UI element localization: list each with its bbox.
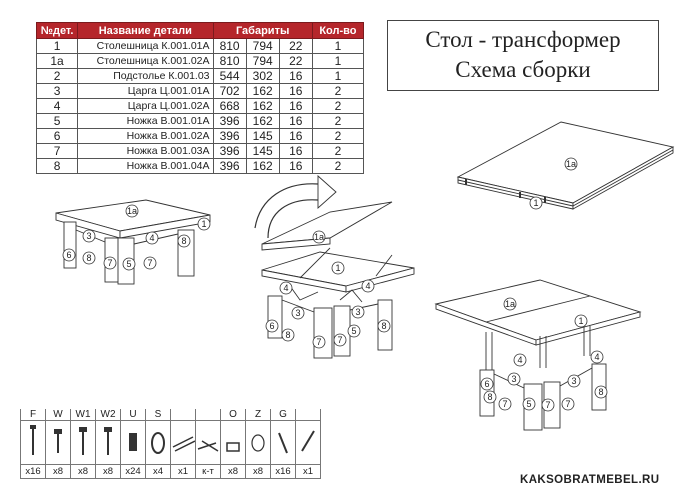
part-cell-qty: 2	[312, 129, 363, 144]
callout-four	[514, 354, 526, 366]
hardware-icon	[21, 421, 46, 465]
part-cell-d3: 16	[279, 69, 312, 84]
callout-seven	[144, 257, 156, 269]
callout-label: 8	[487, 392, 493, 402]
hardware-qty: x8	[71, 465, 96, 479]
callout-eight	[484, 391, 496, 403]
hardware-qty: x16	[21, 465, 46, 479]
hardware-code: W	[46, 409, 71, 421]
part-cell-name: Столешница К.001.02А	[78, 54, 213, 69]
part-cell-d1: 544	[213, 69, 246, 84]
callout-eight	[282, 329, 294, 341]
callout-one	[530, 197, 542, 209]
hardware-icon	[146, 421, 171, 465]
callout-eight	[378, 320, 390, 332]
callout-label: 8	[598, 387, 604, 397]
hardware-qty: x8	[246, 465, 271, 479]
callout-label: 4	[594, 352, 600, 362]
callout-top_plate	[126, 205, 138, 217]
part-cell-d2: 302	[246, 69, 279, 84]
hardware-icon	[221, 421, 246, 465]
callout-label: 4	[365, 281, 371, 291]
callout-label: 7	[337, 335, 343, 345]
part-cell-num: 3	[37, 84, 78, 99]
callout-one	[198, 218, 210, 230]
callout-three	[352, 306, 364, 318]
callout-three	[292, 307, 304, 319]
hardware-code	[171, 409, 196, 421]
callout-label: 3	[295, 308, 301, 318]
part-cell-qty: 1	[312, 39, 363, 54]
callout-label: 7	[502, 399, 508, 409]
callout-seven	[313, 336, 325, 348]
part-cell-d1: 396	[213, 129, 246, 144]
col-header-name: Название детали	[78, 23, 213, 39]
callout-four	[591, 351, 603, 363]
hardware-icon	[121, 421, 146, 465]
part-cell-name: Столешница К.001.01А	[78, 39, 213, 54]
hardware-qty: x8	[46, 465, 71, 479]
part-cell-name: Ножка В.001.04А	[78, 159, 213, 174]
callout-label: 5	[126, 259, 132, 269]
part-cell-qty: 2	[312, 84, 363, 99]
callout-label: 4	[149, 233, 155, 243]
drawing-table-unfolded	[436, 280, 640, 430]
callout-label: 1а	[126, 206, 138, 216]
part-cell-num: 4	[37, 99, 78, 114]
callout-six	[481, 378, 493, 390]
callout-top_plate	[504, 298, 516, 310]
callout-label: 8	[381, 321, 387, 331]
hardware-table	[20, 409, 321, 479]
part-cell-d3: 16	[279, 114, 312, 129]
callout-seven	[334, 334, 346, 346]
part-cell-qty: 2	[312, 159, 363, 174]
callout-three	[568, 375, 580, 387]
callout-one	[575, 315, 587, 327]
part-cell-qty: 1	[312, 54, 363, 69]
part-cell-num: 7	[37, 144, 78, 159]
part-cell-name: Ножка В.001.03А	[78, 144, 213, 159]
callout-one	[332, 262, 344, 274]
hardware-code	[296, 409, 321, 421]
hardware-qty: x4	[146, 465, 171, 479]
hardware-code: F	[21, 409, 46, 421]
hardware-icon	[246, 421, 271, 465]
hardware-code: O	[221, 409, 246, 421]
callout-label: 6	[484, 379, 490, 389]
callout-label: 3	[355, 307, 361, 317]
callout-label: 7	[107, 258, 113, 268]
callout-five	[123, 258, 135, 270]
callout-label: 1а	[504, 299, 516, 309]
part-cell-name: Царга Ц.001.02А	[78, 99, 213, 114]
hardware-icon	[46, 421, 71, 465]
callout-label: 1	[578, 316, 584, 326]
part-cell-d2: 162	[246, 114, 279, 129]
hardware-qty: x24	[121, 465, 146, 479]
callout-eight	[83, 252, 95, 264]
part-cell-d3: 16	[279, 144, 312, 159]
part-cell-d1: 810	[213, 54, 246, 69]
callout-four	[146, 232, 158, 244]
callout-label: 1	[201, 219, 207, 229]
callout-seven	[562, 398, 574, 410]
callout-top_plate	[565, 158, 577, 170]
hardware-qty: x16	[271, 465, 296, 479]
hardware-qty: x1	[171, 465, 196, 479]
callout-seven	[104, 257, 116, 269]
part-cell-name: Ножка В.001.02А	[78, 129, 213, 144]
part-cell-d3: 22	[279, 39, 312, 54]
hardware-icon	[271, 421, 296, 465]
callout-label: 6	[66, 250, 72, 260]
part-cell-d1: 396	[213, 114, 246, 129]
part-cell-num: 1	[37, 39, 78, 54]
hardware-icon	[196, 421, 221, 465]
part-cell-d2: 162	[246, 159, 279, 174]
part-cell-d1: 396	[213, 159, 246, 174]
callout-eight	[178, 235, 190, 247]
hardware-icon	[96, 421, 121, 465]
col-header-qty: Кол-во	[312, 23, 363, 39]
hardware-code: W1	[71, 409, 96, 421]
callout-four	[362, 280, 374, 292]
hardware-code: G	[271, 409, 296, 421]
callout-label: 5	[351, 326, 357, 336]
callout-label: 4	[517, 355, 523, 365]
hardware-icon	[71, 421, 96, 465]
part-cell-d1: 702	[213, 84, 246, 99]
callout-label: 8	[86, 253, 92, 263]
part-cell-d1: 396	[213, 144, 246, 159]
part-cell-qty: 2	[312, 99, 363, 114]
callout-top_plate	[313, 231, 325, 243]
callout-label: 7	[565, 399, 571, 409]
callout-label: 3	[86, 231, 92, 241]
part-cell-d3: 16	[279, 84, 312, 99]
part-cell-qty: 2	[312, 144, 363, 159]
callout-four	[280, 282, 292, 294]
part-cell-qty: 2	[312, 114, 363, 129]
callout-label: 7	[545, 400, 551, 410]
callout-label: 8	[181, 236, 187, 246]
hardware-code: W2	[96, 409, 121, 421]
part-cell-name: Подстолье К.001.03	[78, 69, 213, 84]
callout-label: 8	[285, 330, 291, 340]
callout-label: 1а	[313, 232, 325, 242]
part-cell-name: Ножка В.001.01А	[78, 114, 213, 129]
hardware-code: Z	[246, 409, 271, 421]
hardware-qty: x1	[296, 465, 321, 479]
part-cell-num: 6	[37, 129, 78, 144]
callout-seven	[542, 399, 554, 411]
callout-seven	[499, 398, 511, 410]
part-cell-d1: 668	[213, 99, 246, 114]
hardware-code: U	[121, 409, 146, 421]
part-cell-d2: 162	[246, 84, 279, 99]
hardware-code	[196, 409, 221, 421]
part-cell-d3: 16	[279, 99, 312, 114]
title-line-1: Стол - трансформер	[425, 27, 621, 52]
part-cell-d2: 794	[246, 39, 279, 54]
hardware-code: S	[146, 409, 171, 421]
callout-label: 7	[147, 258, 153, 268]
hardware-icon	[171, 421, 196, 465]
part-cell-d1: 810	[213, 39, 246, 54]
callout-three	[508, 373, 520, 385]
hardware-qty: x8	[221, 465, 246, 479]
callout-six	[63, 249, 75, 261]
callout-label: 4	[283, 283, 289, 293]
part-cell-name: Царга Ц.001.01А	[78, 84, 213, 99]
callout-label: 1	[533, 198, 539, 208]
callout-label: 3	[571, 376, 577, 386]
part-cell-d2: 162	[246, 99, 279, 114]
part-cell-d3: 16	[279, 129, 312, 144]
col-header-num: №дет.	[37, 23, 78, 39]
part-cell-d3: 16	[279, 159, 312, 174]
callout-label: 5	[526, 399, 532, 409]
callout-label: 1	[335, 263, 341, 273]
part-cell-qty: 1	[312, 69, 363, 84]
callout-eight	[595, 386, 607, 398]
part-cell-num: 2	[37, 69, 78, 84]
part-cell-d2: 145	[246, 144, 279, 159]
callout-six	[266, 320, 278, 332]
part-cell-d2: 145	[246, 129, 279, 144]
hardware-qty: к-т	[196, 465, 221, 479]
callout-label: 1а	[565, 159, 577, 169]
callout-five	[523, 398, 535, 410]
hardware-qty: x8	[96, 465, 121, 479]
part-cell-d3: 22	[279, 54, 312, 69]
part-cell-num: 5	[37, 114, 78, 129]
title-line-2: Схема сборки	[455, 57, 591, 82]
col-header-dims: Габариты	[213, 23, 312, 39]
part-cell-num: 8	[37, 159, 78, 174]
part-cell-num: 1а	[37, 54, 78, 69]
callout-three	[83, 230, 95, 242]
callout-label: 7	[316, 337, 322, 347]
site-url: KAKSOBRATMEBEL.RU	[520, 474, 660, 486]
callout-five	[348, 325, 360, 337]
callout-label: 6	[269, 321, 275, 331]
callout-label: 3	[511, 374, 517, 384]
hardware-icon	[296, 421, 321, 465]
part-cell-d2: 794	[246, 54, 279, 69]
